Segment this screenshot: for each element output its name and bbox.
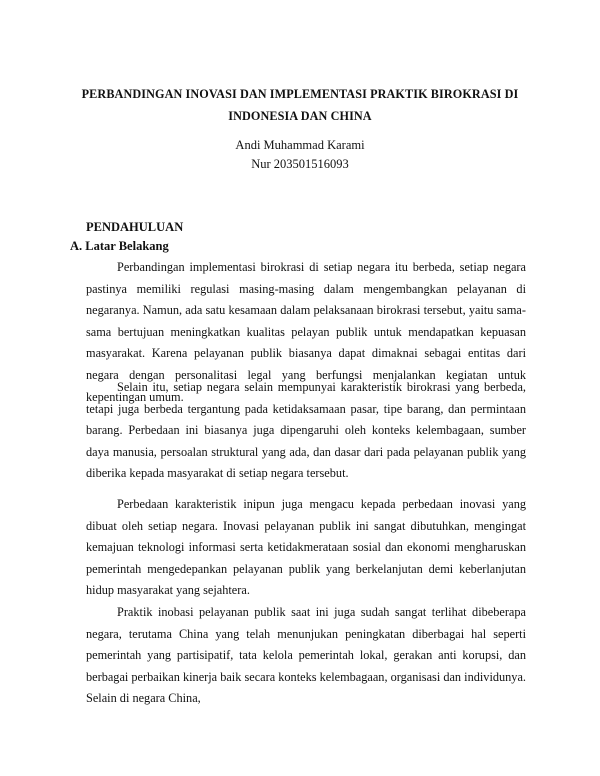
- paper-title: PERBANDINGAN INOVASI DAN IMPLEMENTASI PRAKTIK BIROKRASI DI INDONESIA DAN CHINA: [81, 87, 519, 123]
- paragraph-3: Perbedaan karakteristik inipun juga mengacu kepada perbedaan inovasi yang dibuat oleh setiap negara. Inovasi pelayanan publik ini sangat dibutuhkan, mengingat kemajuan teknologi informasi serta ketidakmerataan sosial dan ekonomi mengharuskan pemerintah mengedepankan pelayanan publik yang berkelanjutan demi keberlanjutan hidup masyarakat yang sejahtera.: [86, 497, 526, 598]
- paragraph-1: Perbandingan implementasi birokrasi di setiap negara itu berbeda, setiap negara pastinya memiliki regulasi masing-masing dalam mengembangkan pelayanan di negaranya. Namun, ada satu kesamaan dalam pelaksanaan birokrasi tersebut, yaitu sama-sama bertujuan meningkatkan kualitas pelayan publik untuk mendapatkan kepuasan masyarakat. Karena pelayanan publik biasanya dapat dimaknai sebagai entitas dari negara dengan personalitasi legal yang berfungsi menjalankan kegiatan untuk kepentingan umum.: [86, 260, 526, 404]
- paragraph-2: Selain itu, setiap negara selain mempunyai karakteristik birokrasi yang berbeda, tetapi juga berbeda tergantung pada ketidaksamaan pasar, tipe barang, dan permintaan barang. Perbedaan ini biasanya juga dipengaruhi oleh konteks kelembagaan, sumber daya manusia, persoalan struktural yang ada, dan dasar dari pada pelayanan publik yang diberika kepada masyarakat di setiap negara tersebut.: [86, 380, 526, 481]
- paragraph-4: Praktik inobasi pelayanan publik saat ini juga sudah sangat terlihat dibeberapa negara, terutama China yang telah menunjukan peningkatan diberbagai hal seperti pemerintah yang partisipatif, tata kelola pemerintah lokal, gerakan anti korupsi, dan berbagai perbaikan kinerja baik secara konteks kelembagaan, organisasi dan individunya. Selain di negara China,: [86, 605, 526, 706]
- section-heading: PENDAHULUAN: [86, 220, 184, 234]
- author-name: Andi Muhammad Karami: [235, 138, 365, 152]
- author-id: Nur 203501516093: [251, 157, 349, 171]
- subsection-heading: A. Latar Belakang: [70, 239, 169, 253]
